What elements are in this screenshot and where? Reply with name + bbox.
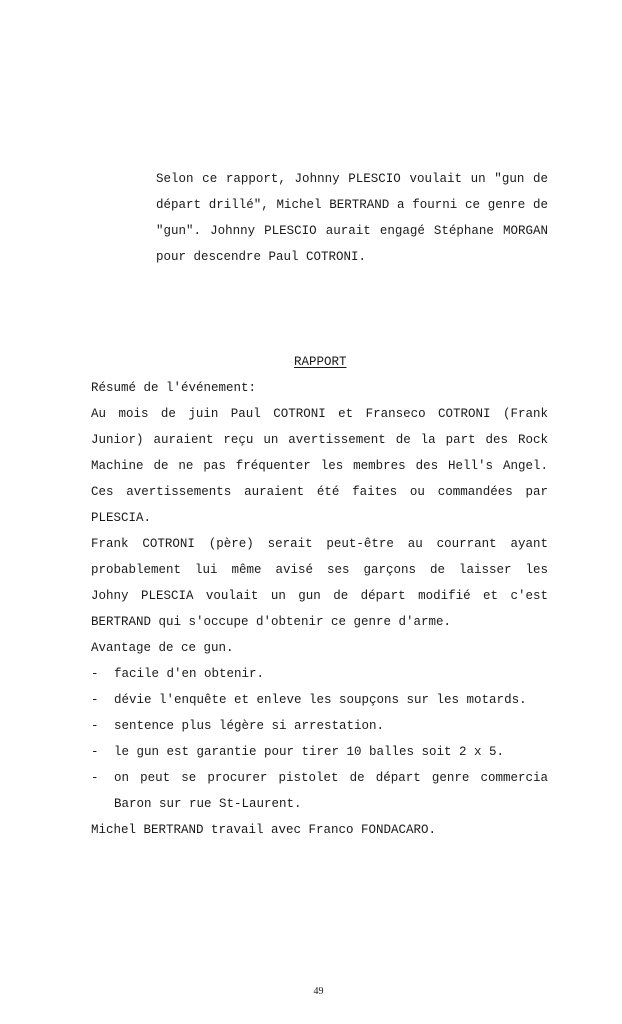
intro-line-2: départ drillé", Michel BERTRAND a fourni ce genre de xyxy=(156,198,548,212)
bullet-marker: - xyxy=(91,719,99,733)
summary-label: Résumé de l'événement: xyxy=(91,381,257,395)
intro-line-4: pour descendre Paul COTRONI. xyxy=(156,250,367,264)
intro-line-3: "gun". Johnny PLESCIO aurait engagé Stéphane MORGAN xyxy=(156,224,548,238)
bullet-text-3: sentence plus légère si arrestation. xyxy=(114,719,385,733)
paragraph-1-line-5: PLESCIA. xyxy=(91,511,152,525)
bullet-text-5: on peut se procurer pistolet de départ genre commercia xyxy=(114,771,548,785)
bullet-text-1: facile d'en obtenir. xyxy=(114,667,265,681)
paragraph-2-line-1: Frank COTRONI (père) serait peut-être au courrant ayant xyxy=(91,537,548,551)
bullet-marker: - xyxy=(91,771,99,785)
bullet-text-2: dévie l'enquête et enleve les soupçons sur les motards. xyxy=(114,693,527,707)
report-heading: RAPPORT xyxy=(294,355,347,369)
bullet-marker: - xyxy=(91,667,99,681)
closing-line: Michel BERTRAND travail avec Franco FONDACARO. xyxy=(91,823,437,837)
bullet-text-5-continuation: Baron sur rue St-Laurent. xyxy=(114,797,302,811)
advantages-label: Avantage de ce gun. xyxy=(91,641,234,655)
bullet-marker: - xyxy=(91,745,99,759)
page-number: 49 xyxy=(313,986,324,997)
paragraph-1-line-2: Junior) auraient reçu un avertissement de la part des Rock xyxy=(91,433,548,447)
paragraph-2-line-3: Johny PLESCIA voulait un gun de départ modifié et c'est xyxy=(91,589,548,603)
bullet-marker: - xyxy=(91,693,99,707)
paragraph-1-line-1: Au mois de juin Paul COTRONI et Franseco COTRONI (Frank xyxy=(91,407,548,421)
intro-line-1: Selon ce rapport, Johnny PLESCIO voulait un "gun de xyxy=(156,172,548,186)
paragraph-1-line-3: Machine de ne pas fréquenter les membres des Hell's Angel. xyxy=(91,459,548,473)
paragraph-2-line-2: probablement lui même avisé ses garçons de laisser les xyxy=(91,563,548,577)
bullet-text-4: le gun est garantie pour tirer 10 balles soit 2 x 5. xyxy=(114,745,505,759)
paragraph-2-line-4: BERTRAND qui s'occupe d'obtenir ce genre d'arme. xyxy=(91,615,452,629)
paragraph-1-line-4: Ces avertissements auraient été faites ou commandées par xyxy=(91,485,548,499)
